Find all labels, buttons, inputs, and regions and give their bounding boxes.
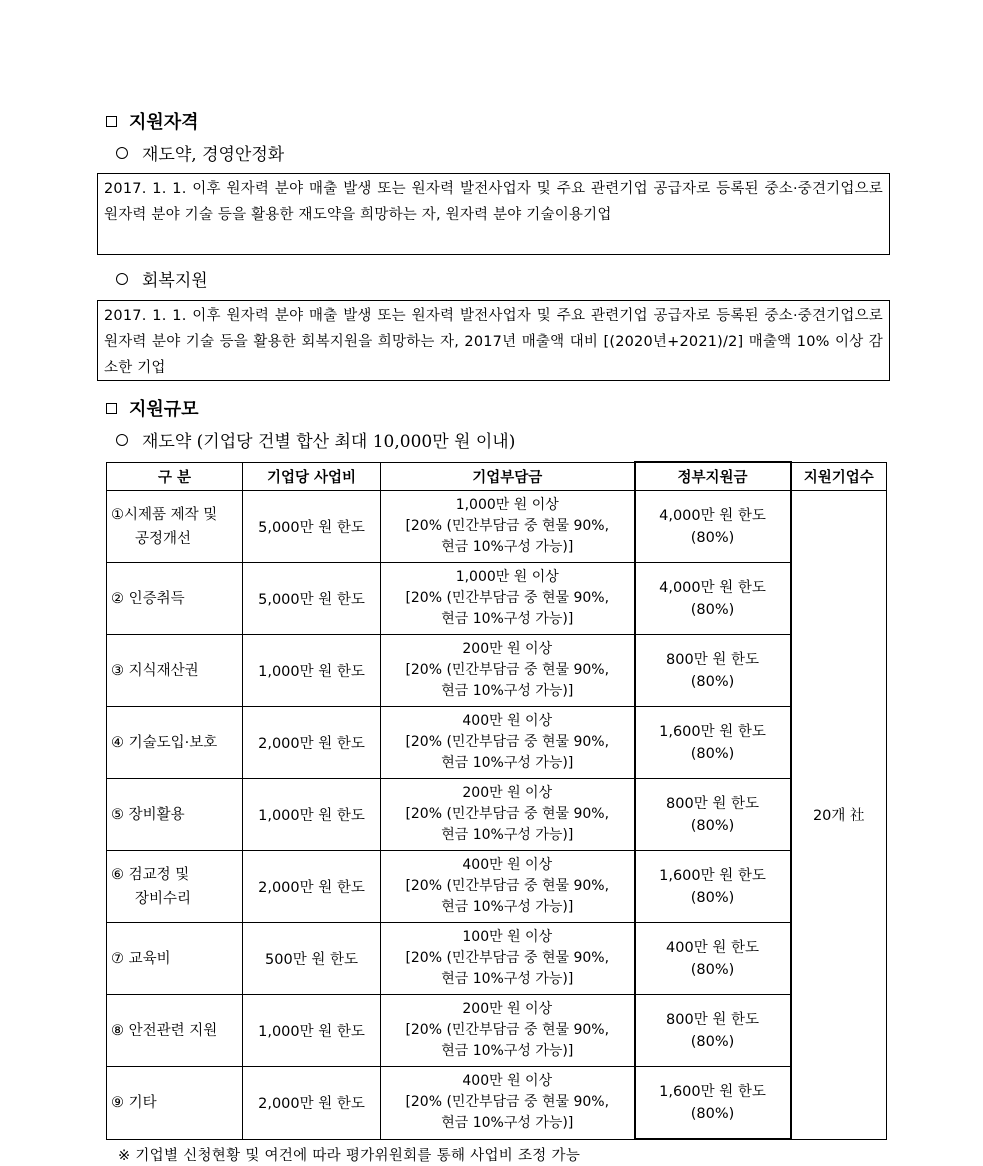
cell-category (107, 851, 243, 923)
burden-line-2: [20% (민간부담금 중 현물 90%, (405, 1022, 610, 1038)
category-line-1: ⑨ 기타 (111, 1094, 157, 1111)
category-line-1: ⑥ 검교정 및 (111, 866, 190, 883)
burden-line-1: 100만 원 이상 (462, 929, 553, 945)
table-row (107, 995, 887, 1067)
header-cost: 기업당 사업비 (243, 462, 381, 491)
cell-company-burden (381, 995, 635, 1067)
subsection-title: 재도약, 경영안정화 (142, 145, 285, 165)
burden-line-3: 현금 10%구성 가능)] (441, 755, 574, 771)
gov-line-1: 1,600만 원 한도 (659, 1083, 766, 1100)
cell-government-support (635, 923, 791, 995)
cell-cost: 1,000만 원 한도 (243, 635, 381, 707)
cell-government-support (635, 779, 791, 851)
burden-line-2: [20% (민간부담금 중 현물 90%, (405, 1094, 610, 1111)
burden-line-2: [20% (민간부담금 중 현물 90%, (405, 518, 610, 534)
burden-line-1: 1,000만 원 이상 (455, 497, 559, 513)
gov-line-1: 1,600만 원 한도 (659, 867, 766, 884)
cell-government-support (635, 491, 791, 563)
cell-company-count: 20개 社 (791, 491, 887, 1140)
cell-government-support (635, 563, 791, 635)
cell-government-support (635, 995, 791, 1067)
gov-line-2: (80%) (690, 817, 735, 834)
category-line-1: ⑧ 안전관련 지원 (111, 1022, 218, 1039)
category-line-1: ④ 기술도입·보호 (111, 734, 218, 751)
cell-category (107, 1067, 243, 1140)
cell-government-support (635, 635, 791, 707)
checkbox-square-icon (106, 116, 117, 127)
category-line-1: ①시제품 제작 및 (111, 506, 218, 523)
qualification-text-1: 2017. 1. 1. 이후 원자력 분야 매출 발생 또는 원자력 발전사업자 및 주요 관련기업 공급자로 등록된 중소·중견기업으로 원자력 분야 기술 등을 활용한 재도약을 희망하는 자, 원자력 분야 기술이용기업 (104, 181, 883, 223)
cell-category (107, 707, 243, 779)
gov-line-1: 4,000만 원 한도 (659, 579, 766, 596)
burden-line-3: 현금 10%구성 가능)] (441, 1043, 574, 1059)
gov-line-2: (80%) (690, 1033, 735, 1050)
section-qualification-heading (106, 108, 199, 134)
burden-line-2: [20% (민간부담금 중 현물 90%, (405, 878, 610, 894)
gov-line-1: 4,000만 원 한도 (659, 507, 766, 524)
table-row (107, 563, 887, 635)
cell-government-support (635, 707, 791, 779)
header-category: 구 분 (107, 462, 243, 491)
gov-line-1: 800만 원 한도 (666, 651, 759, 668)
table-row (107, 491, 887, 563)
subsection-title: 재도약 (기업당 건별 합산 최대 10,000만 원 이내) (142, 432, 516, 452)
subsection-recovery-support-heading (116, 266, 208, 291)
burden-line-3: 현금 10%구성 가능)] (441, 1115, 574, 1132)
cell-category (107, 995, 243, 1067)
cell-government-support (635, 1067, 791, 1140)
burden-line-1: 200만 원 이상 (462, 785, 553, 801)
burden-line-3: 현금 10%구성 가능)] (441, 683, 574, 699)
cell-cost: 2,000만 원 한도 (243, 707, 381, 779)
cell-government-support (635, 851, 791, 923)
cell-company-burden (381, 923, 635, 995)
cell-company-burden (381, 707, 635, 779)
qualification-text-2: 2017. 1. 1. 이후 원자력 분야 매출 발생 또는 원자력 발전사업자 및 주요 관련기업 공급자로 등록된 중소·중견기업으로 원자력 분야 기술 등을 활용한 회복지원을 희망하는 자, 2017년 매출액 대비 [(2020년+2021)/2] 매출액 10% 이상 감소한 기업 (104, 308, 883, 376)
cell-company-burden (381, 563, 635, 635)
subsection-title: 회복지원 (142, 271, 208, 291)
burden-line-3: 현금 10%구성 가능)] (441, 899, 574, 915)
category-line-2: 장비수리 (135, 890, 192, 907)
cell-company-burden (381, 1067, 635, 1140)
category-line-1: ③ 지식재산권 (111, 662, 199, 679)
checkbox-square-icon (106, 403, 117, 414)
burden-line-1: 400만 원 이상 (462, 713, 553, 729)
table-row (107, 707, 887, 779)
gov-line-1: 800만 원 한도 (666, 795, 759, 812)
burden-line-3: 현금 10%구성 가능)] (441, 539, 574, 555)
section-scale-heading (106, 395, 199, 421)
cell-category (107, 635, 243, 707)
table-row (107, 779, 887, 851)
cell-company-burden (381, 491, 635, 563)
burden-line-2: [20% (민간부담금 중 현물 90%, (405, 806, 610, 822)
burden-line-2: [20% (민간부담금 중 현물 90%, (405, 662, 610, 678)
category-line-1: ② 인증취득 (111, 590, 185, 607)
subsection-scale-heading (116, 427, 515, 452)
gov-line-2: (80%) (690, 961, 735, 978)
category-line-1: ⑦ 교육비 (111, 950, 171, 967)
gov-line-1: 800만 원 한도 (666, 1011, 759, 1028)
gov-line-2: (80%) (690, 673, 735, 690)
cell-company-burden (381, 851, 635, 923)
gov-line-2: (80%) (690, 529, 735, 546)
category-line-1: ⑤ 장비활용 (111, 806, 185, 823)
table-row (107, 635, 887, 707)
cell-category (107, 923, 243, 995)
cell-company-burden (381, 635, 635, 707)
gov-line-2: (80%) (690, 1105, 735, 1122)
burden-line-1: 400만 원 이상 (462, 1073, 553, 1090)
circle-bullet-icon (116, 273, 128, 285)
qualification-box-1 (97, 173, 890, 255)
table-row (107, 1067, 887, 1140)
header-company-burden: 기업부담금 (381, 462, 635, 491)
qualification-box-2 (97, 300, 890, 381)
cell-category (107, 779, 243, 851)
gov-line-1: 400만 원 한도 (666, 939, 759, 956)
burden-line-3: 현금 10%구성 가능)] (441, 611, 574, 627)
section-title: 지원규모 (129, 399, 199, 420)
cell-cost: 5,000만 원 한도 (243, 491, 381, 563)
circle-bullet-icon (116, 147, 128, 159)
burden-line-1: 200만 원 이상 (462, 641, 553, 657)
cell-category (107, 491, 243, 563)
header-government-support: 정부지원금 (635, 462, 791, 491)
table-row (107, 923, 887, 995)
gov-line-2: (80%) (690, 745, 735, 762)
burden-line-1: 200만 원 이상 (462, 1001, 553, 1017)
cell-cost: 5,000만 원 한도 (243, 563, 381, 635)
category-line-2: 공정개선 (135, 530, 192, 547)
subsection-recovery-stabilization-heading (116, 140, 284, 165)
cell-cost: 1,000만 원 한도 (243, 995, 381, 1067)
burden-line-1: 400만 원 이상 (462, 857, 553, 873)
circle-bullet-icon (116, 434, 128, 446)
burden-line-3: 현금 10%구성 가능)] (441, 971, 574, 987)
cell-cost: 2,000만 원 한도 (243, 1067, 381, 1140)
table-row (107, 851, 887, 923)
cell-cost: 2,000만 원 한도 (243, 851, 381, 923)
support-scale-table (106, 461, 887, 1140)
footnote: ※ 기업별 신청현황 및 여건에 따라 평가위원회를 통해 사업비 조정 가능 (118, 1148, 581, 1164)
gov-line-1: 1,600만 원 한도 (659, 723, 766, 740)
table-header-row (107, 462, 887, 491)
burden-line-1: 1,000만 원 이상 (455, 569, 559, 585)
cell-cost: 500만 원 한도 (243, 923, 381, 995)
burden-line-2: [20% (민간부담금 중 현물 90%, (405, 590, 610, 606)
cell-cost: 1,000만 원 한도 (243, 779, 381, 851)
section-title: 지원자격 (129, 112, 199, 133)
header-company-count: 지원기업수 (791, 462, 887, 491)
burden-line-2: [20% (민간부담금 중 현물 90%, (405, 734, 610, 750)
burden-line-3: 현금 10%구성 가능)] (441, 827, 574, 843)
burden-line-2: [20% (민간부담금 중 현물 90%, (405, 950, 610, 966)
cell-category (107, 563, 243, 635)
gov-line-2: (80%) (690, 889, 735, 906)
cell-company-burden (381, 779, 635, 851)
gov-line-2: (80%) (690, 601, 735, 618)
